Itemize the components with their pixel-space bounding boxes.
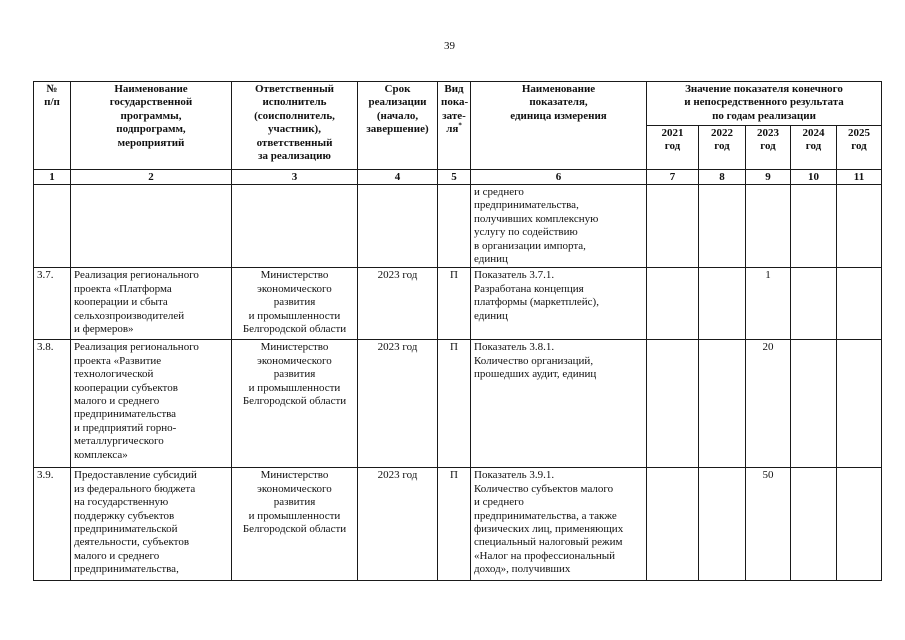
column-number: 6 xyxy=(471,170,647,185)
row-value-2025 xyxy=(837,185,882,268)
row-value-2024 xyxy=(791,185,837,268)
row-term: 2023 год xyxy=(358,268,438,340)
row-value-2023: 1 xyxy=(746,268,791,340)
row-value-2023: 50 xyxy=(746,468,791,581)
row-value-2021 xyxy=(647,468,699,581)
column-number: 2 xyxy=(71,170,232,185)
row-indicator: и среднего предпринимательства, получивших комплексную услугу по содействию в организации импорта, единиц xyxy=(471,185,647,268)
row-value-2024 xyxy=(791,468,837,581)
row-kind xyxy=(438,185,471,268)
row-no: 3.9. xyxy=(34,468,71,581)
row-term: 2023 год xyxy=(358,340,438,468)
row-value-2025 xyxy=(837,268,882,340)
header-no: № п/п xyxy=(34,82,71,170)
row-value-2022 xyxy=(699,185,746,268)
row-indicator: Показатель 3.7.1. Разработана концепция платформы (маркетплейс), единиц xyxy=(471,268,647,340)
header-executor: Ответственный исполнитель (соисполнитель, участник), ответственный за реализацию xyxy=(232,82,358,170)
header-name: Наименование государственной программы, подпрограмм, мероприятий xyxy=(71,82,232,170)
header-year-2025: 2025 год xyxy=(837,126,882,170)
row-executor: Министерство экономического развития и промышленности Белгородской области xyxy=(232,468,358,581)
column-number: 11 xyxy=(837,170,882,185)
header-year-2023: 2023 год xyxy=(746,126,791,170)
column-number: 5 xyxy=(438,170,471,185)
row-name xyxy=(71,185,232,268)
row-value-2024 xyxy=(791,340,837,468)
column-number: 7 xyxy=(647,170,699,185)
table-row xyxy=(34,268,882,340)
column-number: 1 xyxy=(34,170,71,185)
header-year-2022: 2022 год xyxy=(699,126,746,170)
row-value-2022 xyxy=(699,468,746,581)
row-indicator: Показатель 3.8.1. Количество организаций, прошедших аудит, единиц xyxy=(471,340,647,468)
row-value-2025 xyxy=(837,468,882,581)
header-kind-footnote-mark: * xyxy=(458,121,462,130)
row-value-2022 xyxy=(699,340,746,468)
column-number: 9 xyxy=(746,170,791,185)
row-name: Реализация регионального проекта «Развитие технологической кооперации субъектов малого и среднего предпринимательства и предприятий горно- металлургического комплекса» xyxy=(71,340,232,468)
table-row xyxy=(34,468,882,581)
header-kind xyxy=(438,82,471,170)
column-number: 3 xyxy=(232,170,358,185)
row-term xyxy=(358,185,438,268)
header-values: Значение показателя конечного и непосредственного результата по годам реализации xyxy=(647,82,882,126)
row-value-2024 xyxy=(791,268,837,340)
row-no: 3.7. xyxy=(34,268,71,340)
row-executor: Министерство экономического развития и промышленности Белгородской области xyxy=(232,340,358,468)
column-numbers-row xyxy=(34,170,882,185)
row-value-2021 xyxy=(647,185,699,268)
header-term: Срок реализации (начало, завершение) xyxy=(358,82,438,170)
column-number: 10 xyxy=(791,170,837,185)
row-indicator: Показатель 3.9.1. Количество субъектов малого и среднего предпринимательства, а также физических лиц, применяющих специальный налоговый режим «Налог на профессиональный доход», получивших xyxy=(471,468,647,581)
row-value-2023: 20 xyxy=(746,340,791,468)
row-value-2025 xyxy=(837,340,882,468)
row-no xyxy=(34,185,71,268)
column-number: 8 xyxy=(699,170,746,185)
row-executor xyxy=(232,185,358,268)
row-value-2021 xyxy=(647,268,699,340)
row-value-2021 xyxy=(647,340,699,468)
row-term: 2023 год xyxy=(358,468,438,581)
row-name: Реализация регионального проекта «Платформа кооперации и сбыта сельхозпроизводителей и фермеров» xyxy=(71,268,232,340)
table-row xyxy=(34,185,882,268)
row-value-2022 xyxy=(699,268,746,340)
row-executor: Министерство экономического развития и промышленности Белгородской области xyxy=(232,268,358,340)
row-value-2023 xyxy=(746,185,791,268)
header-year-2024: 2024 год xyxy=(791,126,837,170)
page-number: 39 xyxy=(444,40,455,52)
row-kind: П xyxy=(438,268,471,340)
row-no: 3.8. xyxy=(34,340,71,468)
header-kind-text: Вид пока- зате- ля xyxy=(441,83,469,136)
indicators-table xyxy=(33,81,882,581)
row-kind: П xyxy=(438,340,471,468)
column-number: 4 xyxy=(358,170,438,185)
table-row xyxy=(34,340,882,468)
row-kind: П xyxy=(438,468,471,581)
row-name: Предоставление субсидий из федерального бюджета на государственную поддержку субъектов предпринимательской деятельности, субъектов малого и среднего предпринимательства, xyxy=(71,468,232,581)
header-indicator: Наименование показателя, единица измерения xyxy=(471,82,647,170)
header-year-2021: 2021 год xyxy=(647,126,699,170)
